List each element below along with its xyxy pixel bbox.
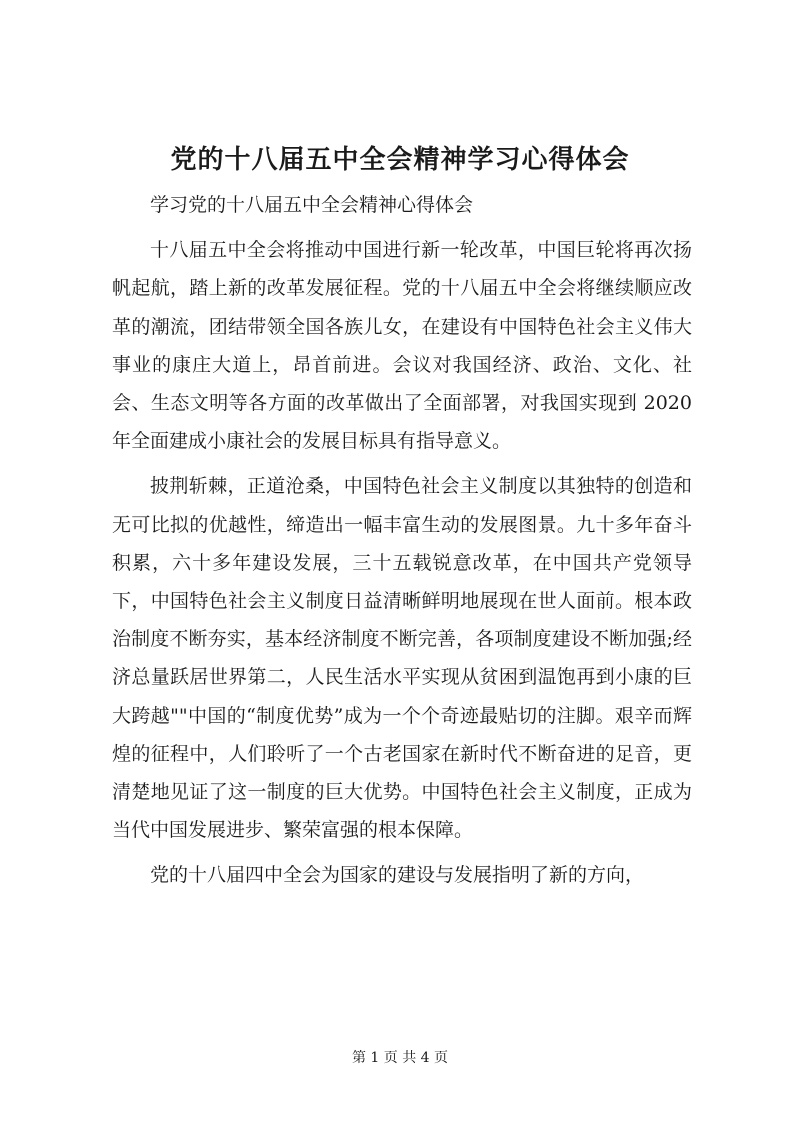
page-number-footer: 第 1 页 共 4 页 (351, 1050, 449, 1066)
document-body (112, 186, 692, 895)
document-title: 党的十八届五中全会精神学习心得体会 (170, 145, 630, 175)
paragraph-1: 十八届五中全会将推动中国进行新一轮改革，中国巨轮将再次扬帆起航，踏上新的改革发展征程。党的十八届五中全会将继续顺应改革的潮流，团结带领全国各族儿女，在建设有中国特色社会主义伟大事业的康庄大道上，昂首前进。会议对我国经济、政治、文化、社会、生态文明等各方面的改革做出了全面部署，对我国实现到 2020 年全面建成小康社会的发展目标具有指导意义。 (112, 239, 692, 453)
paragraph-2: 披荆斩棘，正道沧桑，中国特色社会主义制度以其独特的创造和无可比拟的优越性，缔造出一幅丰富生动的发展图景。九十多年奋斗积累，六十多年建设发展，三十五载锐意改革，在中国共产党领导下，中国特色社会主义制度日益清晰鲜明地展现在世人面前。根本政治制度不断夯实，基本经济制度不断完善，各项制度建设不断加强;经济总量跃居世界第二，人民生活水平实现从贫困到温饱再到小康的巨大跨越""中国的“制度优势”成为一个个奇迹最贴切的注脚。艰辛而辉煌的征程中，人们聆听了一个古老国家在新时代不断奋进的足音，更清楚地见证了这一制度的巨大优势。中国特色社会主义制度，正成为当代中国发展进步、繁荣富强的根本保障。 (112, 475, 692, 842)
paragraph-3: 党的十八届四中全会为国家的建设与发展指明了新的方向， (150, 864, 645, 887)
document-subtitle: 学习党的十八届五中全会精神心得体会 (150, 194, 474, 216)
